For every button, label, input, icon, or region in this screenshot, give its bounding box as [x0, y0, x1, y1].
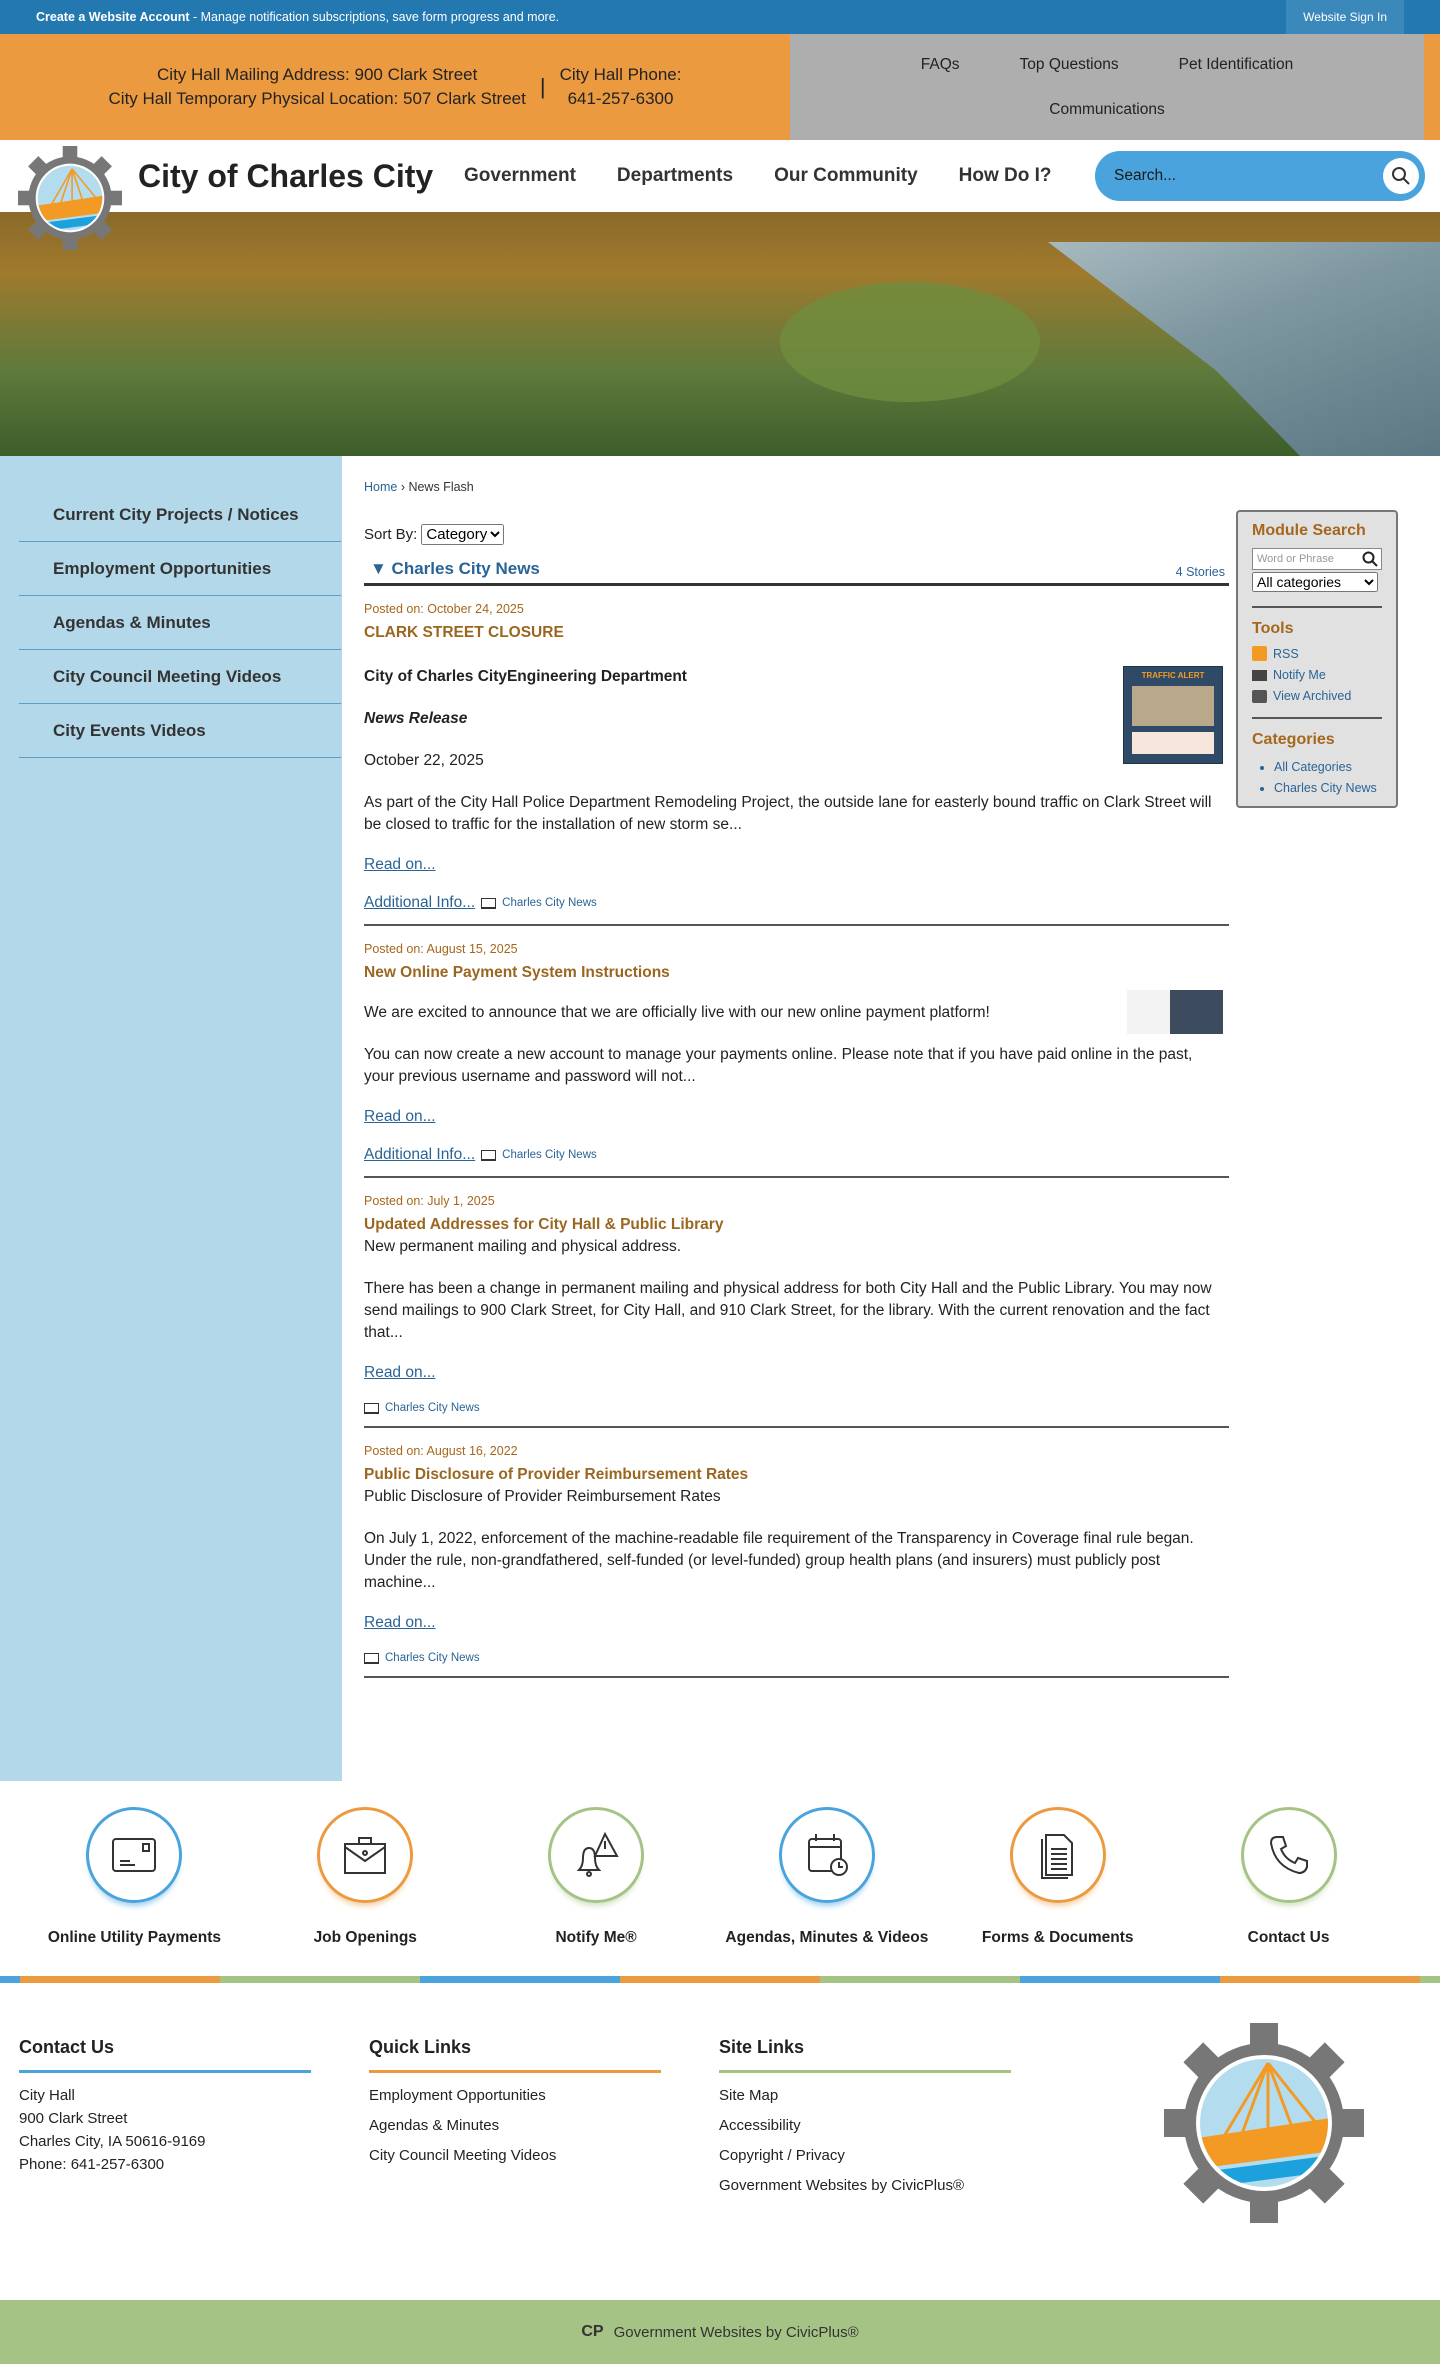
posted-date: Posted on: July 1, 2025	[364, 1194, 495, 1208]
link-top-questions[interactable]: Top Questions	[1019, 55, 1119, 73]
categories-title: Categories	[1252, 731, 1335, 748]
quick-link-notify-me[interactable]	[481, 1807, 712, 1976]
notify-me-link[interactable]: Notify Me	[1273, 668, 1326, 682]
breadcrumb-sep: ›	[397, 480, 409, 494]
payment-card-icon	[86, 1807, 182, 1903]
sidebar-item-council-videos[interactable]: City Council Meeting Videos	[19, 650, 341, 704]
footer-link[interactable]: City Council Meeting Videos	[369, 2147, 557, 2164]
quick-link-label: Forms & Documents	[981, 1929, 1134, 1946]
article-body: We are excited to announce that we are officially live with our new online payment platform!	[364, 1004, 990, 1021]
sidebar-item-employment[interactable]: Employment Opportunities	[19, 542, 341, 596]
contact-line: Phone: 641-257-6300	[19, 2156, 165, 2173]
civicplus-icon: CP	[581, 2323, 604, 2340]
article-title[interactable]: CLARK STREET CLOSURE	[364, 624, 564, 641]
link-faqs[interactable]: FAQs	[920, 55, 960, 73]
website-sign-in-button[interactable]: Website Sign In	[1286, 0, 1404, 34]
module-sidebar	[1236, 510, 1398, 808]
quick-link-agendas[interactable]	[711, 1807, 942, 1976]
quick-link-utility-payments[interactable]	[19, 1807, 250, 1976]
footer-contact-title: Contact Us	[19, 2037, 311, 2073]
read-on-link[interactable]: Read on...	[364, 856, 436, 873]
quick-link-label: Notify Me®	[555, 1929, 637, 1946]
footer-city-logo	[1164, 2023, 1364, 2223]
city-logo[interactable]	[18, 146, 122, 250]
category-link[interactable]: Charles City News	[502, 897, 597, 909]
book-icon	[364, 1653, 379, 1664]
category-select[interactable]	[1252, 572, 1378, 592]
story-count: 4 Stories	[1175, 565, 1225, 579]
sidebar-item-events-videos[interactable]: City Events Videos	[19, 704, 341, 758]
category-all[interactable]: • All Categories	[1274, 757, 1382, 778]
tools-title: Tools	[1252, 620, 1294, 637]
quick-link-job-openings[interactable]	[250, 1807, 481, 1976]
article-dept: City of Charles CityEngineering Department	[364, 668, 687, 685]
read-on-link[interactable]: Read on...	[364, 1364, 436, 1381]
category-link[interactable]: Charles City News	[385, 1402, 480, 1414]
article-thumbnail[interactable]: TRAFFIC ALERT	[1123, 666, 1223, 764]
quick-link-label: Agendas, Minutes & Videos	[725, 1929, 929, 1946]
posted-date: Posted on: October 24, 2025	[364, 602, 524, 616]
footer-link[interactable]: Accessibility	[719, 2117, 801, 2134]
phone-label: City Hall Phone:	[559, 65, 682, 84]
view-archived-link[interactable]: View Archived	[1273, 689, 1352, 703]
sort-select[interactable]	[421, 524, 504, 545]
category-link[interactable]: Charles City News	[502, 1149, 597, 1161]
article-title[interactable]: Updated Addresses for City Hall & Public Library	[364, 1216, 724, 1233]
document-icon	[1010, 1807, 1106, 1903]
footer-quick-title: Quick Links	[369, 2037, 661, 2073]
footer-link[interactable]: Copyright / Privacy	[719, 2147, 845, 2164]
separator: |	[539, 74, 546, 99]
sort-label: Sort By:	[364, 526, 418, 543]
article-title[interactable]: New Online Payment System Instructions	[364, 964, 670, 981]
article-body: On July 1, 2022, enforcement of the machine-readable file requirement of the Transparency in Coverage final rule began. Under the rule, non-grandfathered, self-funded (or level-funded) group health plans (and insurers) must publicly post machine...	[364, 1530, 1194, 1591]
book-icon	[364, 1403, 379, 1414]
footer-site-title: Site Links	[719, 2037, 1011, 2073]
info-banner	[0, 34, 1440, 140]
article-body: You can now create a new account to manage your payments online. Please note that if you have paid online in the past, your previous username and password will not...	[364, 1046, 1193, 1085]
briefcase-icon	[317, 1807, 413, 1903]
posted-date: Posted on: August 16, 2022	[364, 1444, 518, 1458]
calendar-clock-icon	[779, 1807, 875, 1903]
footer	[0, 1983, 1440, 2303]
article-thumbnail[interactable]	[1127, 990, 1223, 1034]
quick-link-label: Contact Us	[1247, 1929, 1330, 1946]
phone-icon	[1241, 1807, 1337, 1903]
civicplus-link[interactable]: Government Websites by CivicPlus®	[613, 2323, 859, 2341]
phone-number: 641-257-6300	[567, 89, 674, 108]
contact-line: City Hall	[19, 2087, 75, 2104]
additional-info-link[interactable]: Additional Info...	[364, 1146, 476, 1163]
module-search-input[interactable]	[1252, 548, 1382, 570]
footer-link[interactable]: Agendas & Minutes	[369, 2117, 500, 2134]
footer-link[interactable]: Employment Opportunities	[369, 2087, 546, 2104]
article-body: Public Disclosure of Provider Reimbursement Rates	[364, 1488, 721, 1505]
book-icon	[481, 898, 496, 909]
read-on-link[interactable]: Read on...	[364, 1108, 436, 1125]
category-title[interactable]: ▼ Charles City News	[370, 559, 540, 578]
quick-links	[0, 1781, 1440, 1976]
archive-icon	[1252, 690, 1267, 703]
link-pet-identification[interactable]: Pet Identification	[1178, 55, 1294, 73]
book-icon	[481, 1150, 496, 1161]
news-item	[364, 586, 1229, 926]
read-on-link[interactable]: Read on...	[364, 1614, 436, 1631]
menu-how-do-i[interactable]: How Do I?	[958, 165, 1052, 186]
rss-icon	[1252, 646, 1267, 661]
article-body: There has been a change in permanent mailing and physical address for both City Hall and the Public Library. You may now send mailings to 900 Clark Street, for City Hall, and 910 Clark Street, for the library. With the current renovation and the fact that...	[364, 1280, 1212, 1341]
account-bar	[0, 0, 1440, 34]
category-charles-city-news[interactable]: • Charles City News	[1274, 778, 1382, 799]
footer-link[interactable]: Government Websites by CivicPlus®	[719, 2177, 965, 2194]
article-title[interactable]: Public Disclosure of Provider Reimbursement Rates	[364, 1466, 749, 1483]
article-body: As part of the City Hall Police Department Remodeling Project, the outside lane for easterly bound traffic on Clark Street will be closed to traffic for the installation of new storm se...	[364, 794, 1212, 833]
posted-date: Posted on: August 15, 2025	[364, 942, 518, 956]
link-communications[interactable]: Communications	[1049, 100, 1165, 118]
hero-image	[0, 212, 1440, 456]
create-account-desc: - Manage notification subscriptions, save form progress and more.	[189, 10, 560, 24]
search-placeholder: Search...	[1114, 167, 1177, 184]
news-item	[364, 926, 1229, 1178]
footer-link[interactable]: Site Map	[719, 2087, 779, 2104]
category-link[interactable]: Charles City News	[385, 1652, 480, 1664]
news-item	[364, 1428, 1229, 1678]
contact-line: Charles City, IA 50616-9169	[19, 2133, 206, 2150]
site-title[interactable]: City of Charles City	[138, 157, 434, 194]
sidebar-item-agendas[interactable]: Agendas & Minutes	[19, 596, 341, 650]
sidebar	[0, 456, 342, 1781]
search-icon[interactable]	[1362, 551, 1378, 567]
article-release: News Release	[364, 710, 468, 727]
breadcrumb-current: News Flash	[408, 480, 474, 494]
search-icon[interactable]	[1383, 158, 1419, 194]
quick-link-forms[interactable]	[942, 1807, 1173, 1976]
article-body: New permanent mailing and physical address.	[364, 1238, 682, 1255]
breadcrumb-home[interactable]: Home	[364, 480, 398, 494]
mailing-address: City Hall Mailing Address: 900 Clark Street	[157, 65, 478, 84]
menu-our-community[interactable]: Our Community	[774, 165, 918, 186]
create-account-link[interactable]: Create a Website Account	[36, 10, 190, 24]
additional-info-link[interactable]: Additional Info...	[364, 894, 476, 911]
quick-link-contact[interactable]	[1173, 1807, 1404, 1976]
rss-link[interactable]: RSS	[1273, 646, 1299, 661]
main-nav	[0, 140, 1440, 212]
menu-government[interactable]: Government	[464, 165, 576, 186]
module-search-placeholder: Word or Phrase	[1257, 553, 1334, 565]
color-stripe	[0, 1976, 1440, 1983]
article-date: October 22, 2025	[364, 752, 484, 769]
sidebar-item-current-projects[interactable]: Current City Projects / Notices	[19, 488, 341, 542]
breadcrumb	[364, 480, 1440, 494]
temporary-address: City Hall Temporary Physical Location: 507 Clark Street	[108, 89, 526, 108]
quick-link-label: Online Utility Payments	[47, 1929, 221, 1946]
bell-alert-icon	[548, 1807, 644, 1903]
module-search-title: Module Search	[1252, 522, 1366, 539]
search-input[interactable]	[1095, 151, 1425, 201]
contact-line: 900 Clark Street	[19, 2110, 128, 2127]
bottom-bar	[0, 2300, 1440, 2364]
quick-link-label: Job Openings	[313, 1929, 417, 1946]
news-item	[364, 1178, 1229, 1428]
envelope-icon	[1252, 670, 1267, 681]
menu-departments[interactable]: Departments	[616, 165, 734, 186]
